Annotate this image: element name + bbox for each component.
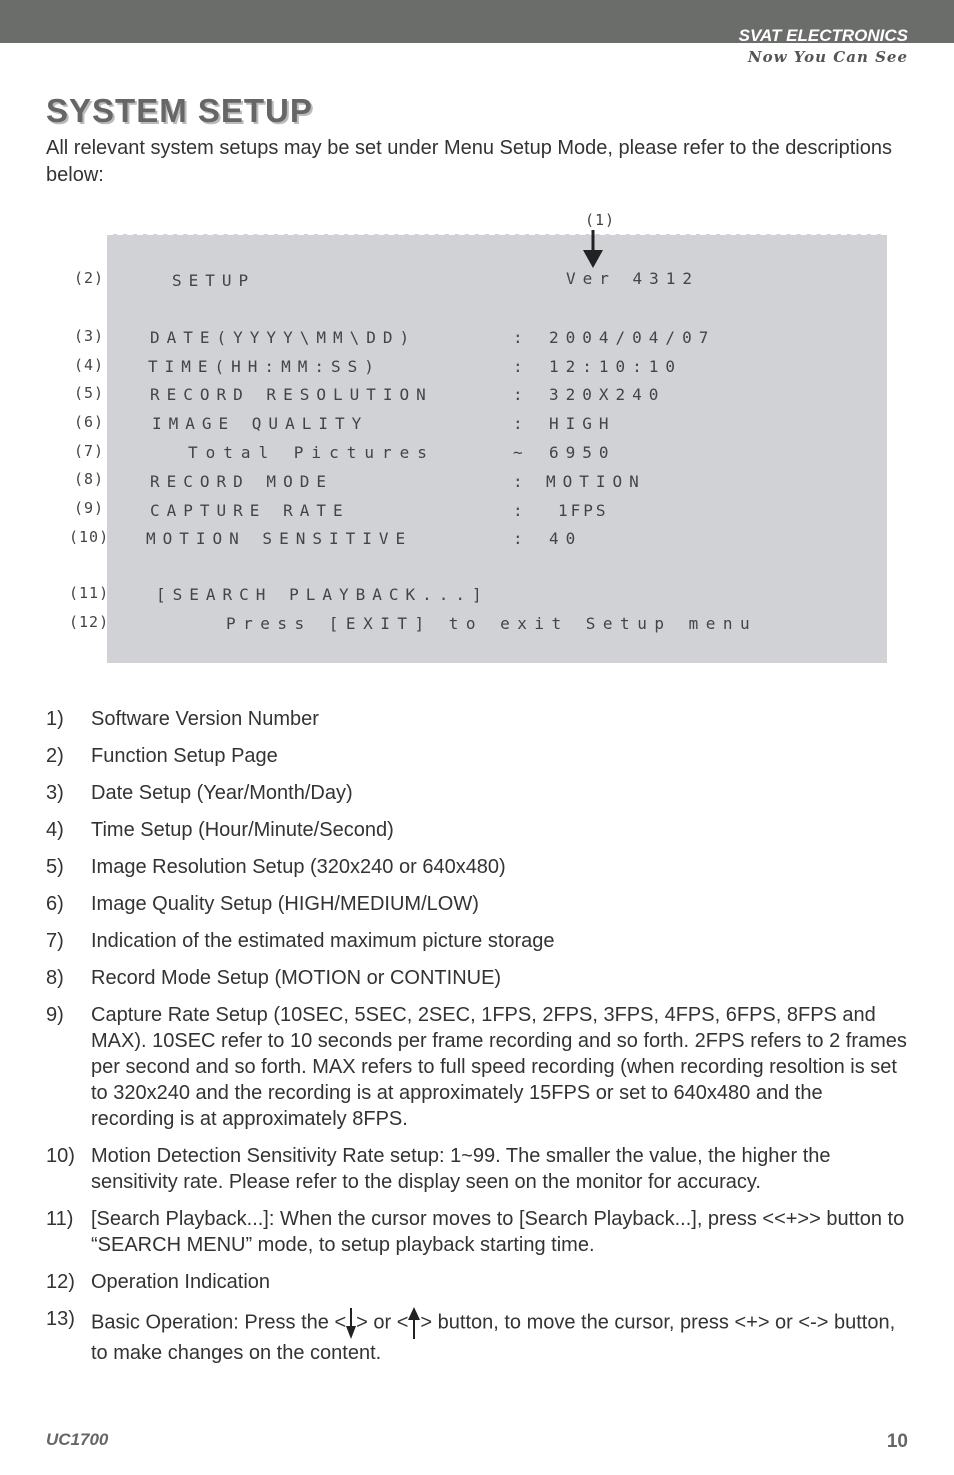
ref-marker-2: (2)	[74, 269, 105, 287]
up-arrow-icon	[408, 1306, 420, 1340]
osd-row-value: HIGH	[549, 414, 616, 433]
osd-row-value: 6950	[549, 443, 616, 462]
osd-row-sep: :	[513, 328, 523, 347]
list-item	[46, 1306, 911, 1366]
ref-marker-8: (8)	[74, 470, 105, 488]
osd-row-sep: :	[513, 414, 523, 433]
osd-version: Ver 4312	[566, 269, 700, 288]
list-item	[46, 891, 911, 917]
footer-page-number: 10	[886, 1431, 908, 1452]
list-item-text-part: > button, to move the cursor, press <+> or <-> button, to make changes on the content.	[91, 1311, 896, 1364]
osd-setup-label: SETUP	[172, 271, 256, 290]
list-item-text: Operation Indication	[91, 1271, 271, 1293]
list-item-number: 9)	[46, 1004, 64, 1026]
ref-marker-3: (3)	[74, 327, 105, 345]
osd-row-sep: :	[513, 472, 523, 491]
list-item-text: Capture Rate Setup (10SEC, 5SEC, 2SEC, 1FPS, 2FPS, 3FPS, 4FPS, 6FPS, 8FPS and MAX). 10SEC refer to 10 seconds per frame recording and so forth. 2FPS refers to 2 frames per second and so forth. MAX refers to full speed recording (when recording resoltion is set to 320x240 and the recording is at approximately 15FPS or set to 640x480 and the recording is at approximately 8FPS.	[91, 1004, 907, 1130]
osd-row-label: MOTION SENSITIVE	[146, 529, 413, 548]
osd-row-label: IMAGE QUALITY	[152, 414, 369, 433]
list-item-text: Image Quality Setup (HIGH/MEDIUM/LOW)	[91, 893, 479, 915]
list-item	[46, 1206, 911, 1258]
ref-marker-12: (12)	[69, 613, 110, 631]
list-item-number: 10)	[46, 1145, 75, 1167]
ref-marker-1: (1)	[585, 211, 616, 229]
list-item-number: 1)	[46, 708, 64, 730]
list-item-text-part: Basic Operation: Press the <	[91, 1311, 347, 1334]
osd-row-sep: :	[513, 529, 523, 548]
osd-search-playback: [SEARCH PLAYBACK...]	[156, 585, 489, 604]
list-item-text: Date Setup (Year/Month/Day)	[91, 782, 353, 804]
osd-row-value: 320X240	[549, 385, 666, 404]
list-item	[46, 817, 911, 843]
osd-row-sep: :	[513, 357, 523, 376]
list-item	[46, 780, 911, 806]
list-item	[46, 1002, 911, 1132]
osd-row-label: CAPTURE RATE	[150, 501, 350, 520]
brand-tagline: Now You Can See	[747, 48, 908, 66]
osd-row-value: 12:10:10	[549, 357, 683, 376]
list-item-number: 5)	[46, 856, 64, 878]
list-item	[46, 854, 911, 880]
list-item	[46, 706, 911, 732]
osd-row-sep: :	[513, 501, 523, 520]
list-item-text: Image Resolution Setup (320x240 or 640x480)	[91, 856, 506, 878]
list-item-text: Time Setup (Hour/Minute/Second)	[91, 819, 394, 841]
osd-top-edge	[107, 233, 887, 235]
list-item-text: Software Version Number	[91, 708, 319, 730]
ref-marker-6: (6)	[74, 413, 105, 431]
footer-model-number: UC1700	[46, 1430, 109, 1449]
brand-name: SVAT ELECTRONICS	[738, 26, 908, 45]
list-item-text: [Search Playback...]: When the cursor moves to [Search Playback...], press <<+>> button to “SEARCH MENU” mode, to setup playback starting time.	[91, 1208, 905, 1256]
list-item-number: 13)	[46, 1308, 75, 1330]
osd-row-label: TIME(HH:MM:SS)	[148, 357, 381, 376]
list-item-text: Indication of the estimated maximum picture storage	[91, 930, 555, 952]
down-arrow-icon	[346, 1306, 356, 1340]
list-item	[46, 1269, 911, 1295]
osd-row-label: RECORD RESOLUTION	[150, 385, 433, 404]
osd-row-sep: :	[513, 385, 523, 404]
osd-row-value: 1FPS	[558, 501, 609, 520]
osd-row-label: DATE(YYYY\MM\DD)	[150, 328, 417, 347]
ref-marker-4: (4)	[74, 356, 105, 374]
list-item-number: 8)	[46, 967, 64, 989]
list-item-number: 6)	[46, 893, 64, 915]
list-item-number: 3)	[46, 782, 64, 804]
osd-row-label: Total Pictures	[188, 443, 435, 462]
list-item-number: 2)	[46, 745, 64, 767]
osd-row-label: RECORD MODE	[150, 472, 333, 491]
list-item-text: Motion Detection Sensitivity Rate setup: 1~99. The smaller the value, the higher the sensitivity rate. Please refer to the display seen on the monitor for accuracy.	[91, 1145, 831, 1193]
list-item-text: Function Setup Page	[91, 745, 278, 767]
osd-row-sep: ~	[513, 443, 523, 462]
ref-marker-10: (10)	[69, 528, 110, 546]
list-item-number: 7)	[46, 930, 64, 952]
list-item	[46, 965, 911, 991]
version-pointer-arrow-icon	[582, 230, 604, 270]
ref-marker-9: (9)	[74, 499, 105, 517]
list-item	[46, 1143, 911, 1195]
page-title: SYSTEM SETUP	[46, 92, 313, 129]
list-item	[46, 928, 911, 954]
list-item-text: Record Mode Setup (MOTION or CONTINUE)	[91, 967, 502, 989]
osd-row-value: 40	[549, 529, 583, 548]
osd-row-value: MOTION	[546, 472, 646, 491]
list-item-number: 11)	[46, 1208, 74, 1230]
list-item	[46, 743, 911, 769]
list-item-number: 12)	[46, 1271, 75, 1293]
ref-marker-7: (7)	[74, 442, 105, 460]
osd-exit-hint: Press [EXIT] to exit Setup menu	[226, 614, 758, 633]
description-list	[46, 706, 911, 1377]
ref-marker-5: (5)	[74, 384, 105, 402]
list-item-number: 4)	[46, 819, 64, 841]
list-item-text-part: > or <	[356, 1311, 409, 1334]
intro-text: All relevant system setups may be set under Menu Setup Mode, please refer to the descriptions below:	[46, 137, 892, 186]
osd-row-value: 2004/04/07	[549, 328, 716, 347]
ref-marker-11: (11)	[69, 584, 110, 602]
